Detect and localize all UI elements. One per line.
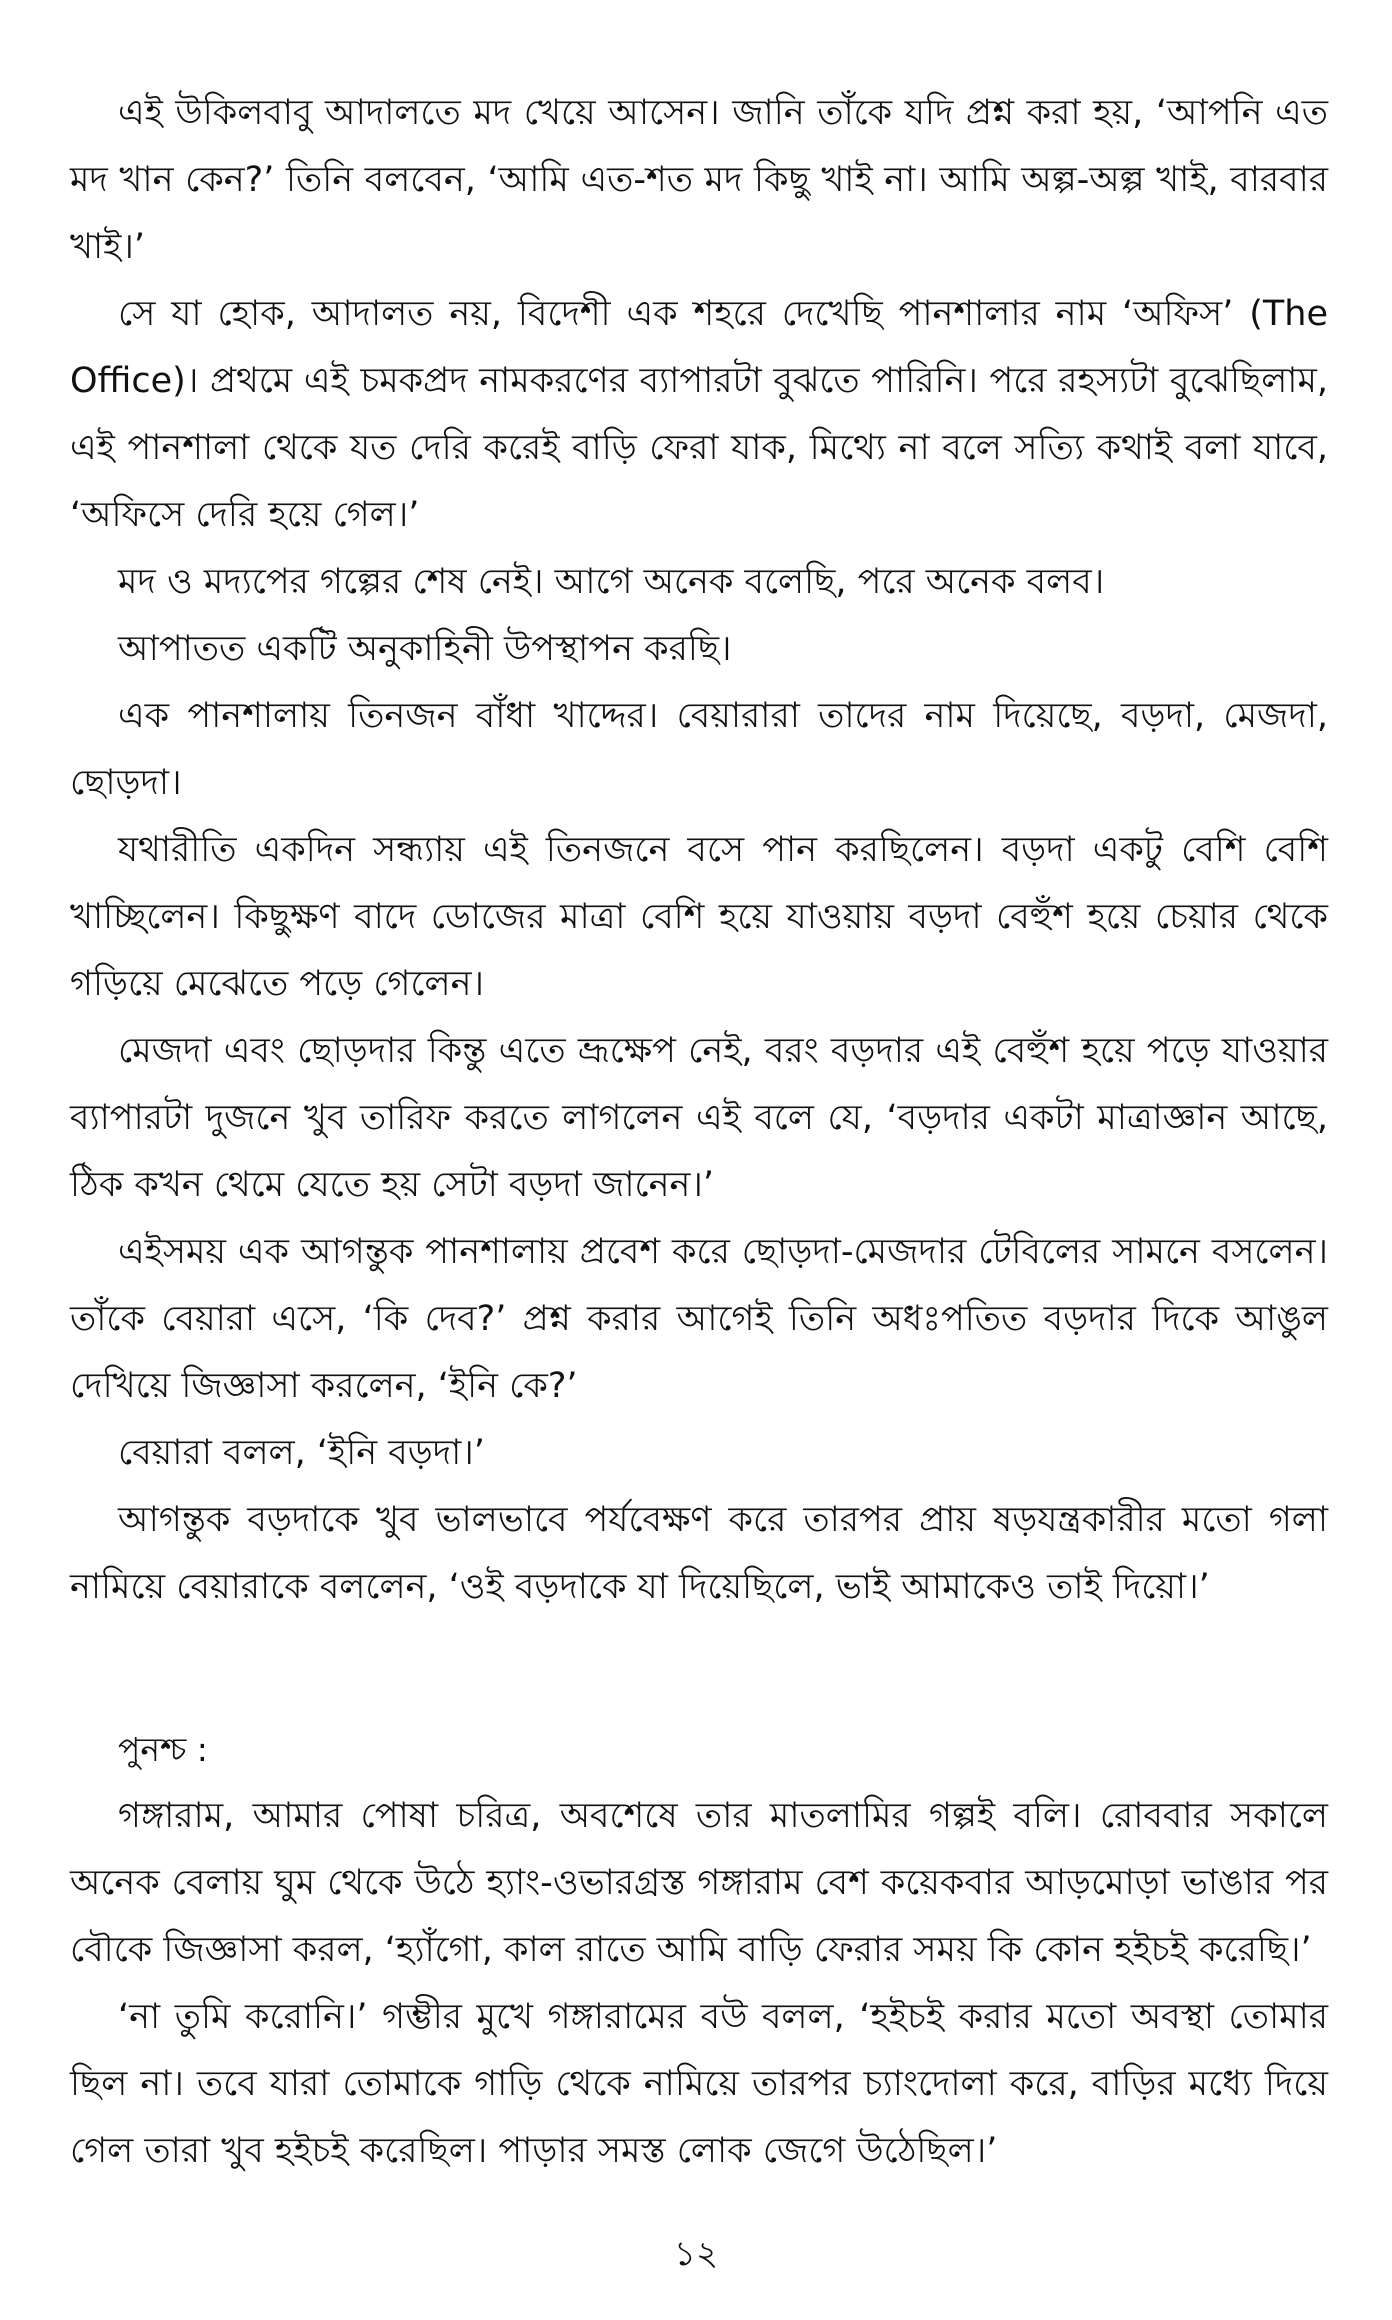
section-gap xyxy=(70,1621,1328,1716)
paragraph-praise: মেজদা এবং ছোড়দার কিন্তু এতে ভ্রূক্ষেপ নেই, বরং বড়দার এই বেহুঁশ হয়ে পড়ে যাওয়ার ব্যাপারটা দুজনে খুব তারিফ করতে লাগলেন এই বলে যে, ‘বড়দার একটা মাত্রাজ্ঞান আছে, ঠিক কখন থেমে যেতে হয় সেটা বড়দা জানেন।’ xyxy=(70,1031,1328,1205)
paragraph-office-bar: সে যা হোক, আদালত নয়, বিদেশী এক শহরে দেখেছি পানশালার নাম ‘অফিস’ (The Office)। প্রথমে এই চমকপ্রদ নামকরণের ব্যাপারটা বুঝতে পারিনি। পরে রহস্যটা বুঝেছিলাম, এই পানশালা থেকে যত দেরি করেই বাড়ি ফেরা যাক, মিথ্যে না বলে সত্যি কথাই বলা যাবে, ‘অফিসে দেরি হয়ে গেল।’ xyxy=(70,294,1328,535)
paragraph-stranger-arrives: এইসময় এক আগন্তুক পানশালায় প্রবেশ করে ছোড়দা-মেজদার টেবিলের সামনে বসলেন। তাঁকে বেয়ারা এসে, ‘কি দেব?’ প্রশ্ন করার আগেই তিনি অধঃপতিত বড়দার দিকে আঙুল দেখিয়ে জিজ্ঞাসা করলেন, ‘ইনি কে?’ xyxy=(70,1232,1328,1406)
paragraph-bearer-reply: বেয়ারা বলল, ‘ইনি বড়দা।’ xyxy=(118,1433,485,1473)
paragraph-lawyer: এই উকিলবাবু আদালতে মদ খেয়ে আসেন। জানি তাঁকে যদি প্রশ্ন করা হয়, ‘আপনি এত মদ খান কেন?’ তিনি বলবেন, ‘আমি এত-শত মদ কিছু খাই না। আমি অল্প-অল্প খাই, বারবার খাই।’ xyxy=(70,93,1328,267)
paragraph-anecdote-intro: আপাতত একটি অনুকাহিনী উপস্থাপন করছি। xyxy=(118,629,732,669)
page-number: ১২ xyxy=(673,2234,719,2274)
page-body xyxy=(70,80,1328,2185)
paragraph-wife-reply: ‘না তুমি করোনি।’ গম্ভীর মুখে গঙ্গারামের বউ বলল, ‘হইচই করার মতো অবস্থা তোমার ছিল না। তবে যারা তোমাকে গাড়ি থেকে নামিয়ে তারপর চ্যাংদোলা করে, বাড়ির মধ্যে দিয়ে গেল তারা খুব হইচই করেছিল। পাড়ার সমস্ত লোক জেগে উঠেছিল।’ xyxy=(70,1997,1328,2171)
paragraph-three-customers: এক পানশালায় তিনজন বাঁধা খাদ্দের। বেয়ারারা তাদের নাম দিয়েছে, বড়দা, মেজদা, ছোড়দা। xyxy=(70,696,1328,803)
postscript-heading: পুনশ্চ : xyxy=(118,1730,208,1769)
paragraph-evening-drinking: যথারীতি একদিন সন্ধ্যায় এই তিনজনে বসে পান করছিলেন। বড়দা একটু বেশি বেশি খাচ্ছিলেন। কিছুক্ষণ বাদে ডোজের মাত্রা বেশি হয়ে যাওয়ায় বড়দা বেহুঁশ হয়ে চেয়ার থেকে গড়িয়ে মেঝেতে পড়ে গেলেন। xyxy=(70,830,1328,1004)
paragraph-endless-stories: মদ ও মদ্যপের গল্পের শেষ নেই। আগে অনেক বলেছি, পরে অনেক বলব। xyxy=(118,562,1105,602)
paragraph-stranger-order: আগন্তুক বড়দাকে খুব ভালভাবে পর্যবেক্ষণ করে তারপর প্রায় ষড়যন্ত্রকারীর মতো গলা নামিয়ে বেয়ারাকে বললেন, ‘ওই বড়দাকে যা দিয়েছিলে, ভাই আমাকেও তাই দিয়ো।’ xyxy=(70,1500,1328,1607)
paragraph-gangaram: গঙ্গারাম, আমার পোষা চরিত্র, অবশেষে তার মাতলামির গল্পই বলি। রোববার সকালে অনেক বেলায় ঘুম থেকে উঠে হ্যাং-ওভারগ্রস্ত গঙ্গারাম বেশ কয়েকবার আড়মোড়া ভাঙার পর বৌকে জিজ্ঞাসা করল, ‘হ্যাঁগো, কাল রাতে আমি বাড়ি ফেরার সময় কি কোন হইচই করেছি।’ xyxy=(70,1796,1328,1970)
